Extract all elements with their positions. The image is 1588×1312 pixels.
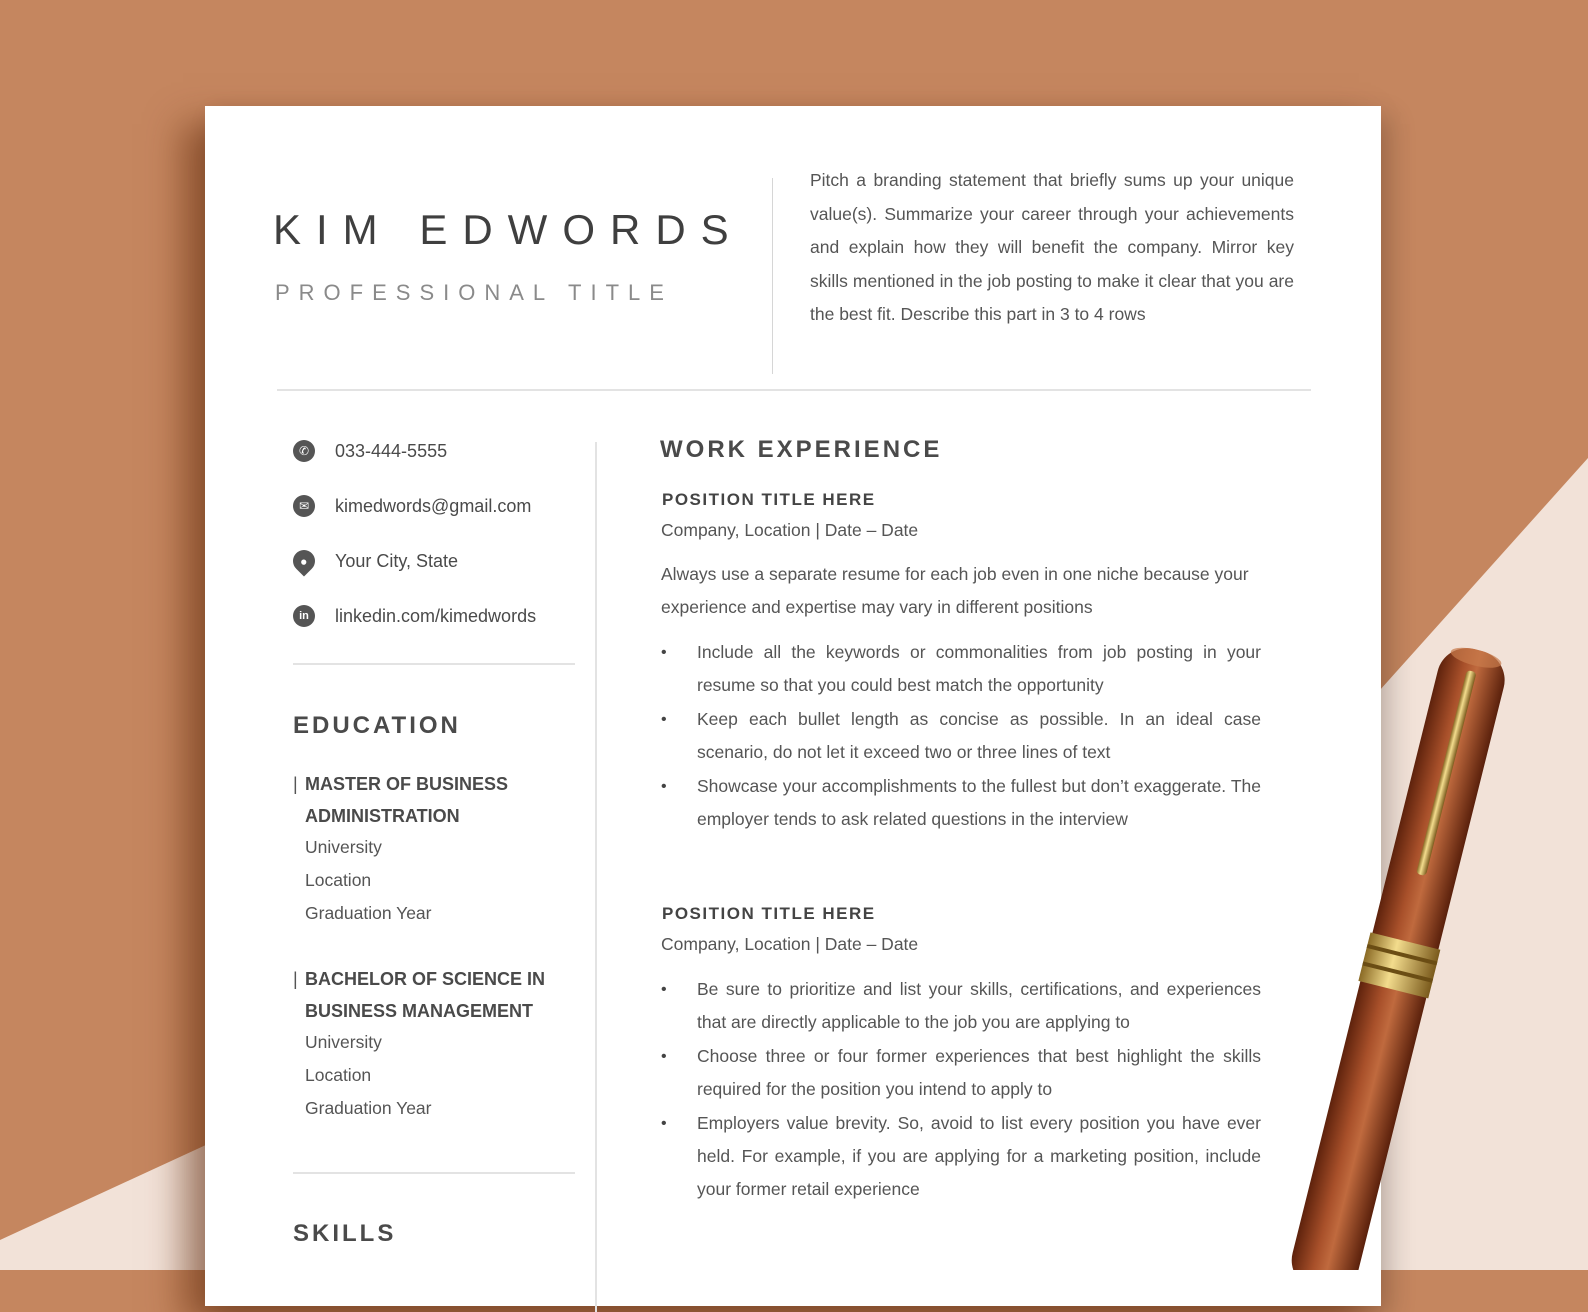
job-1-company: Company, Location | Date – Date — [661, 520, 919, 540]
email-text[interactable]: kimedwords@gmail.com — [335, 496, 532, 516]
degree-marker: | — [293, 774, 298, 794]
list-item: • Keep each bullet length as concise as possible. In an ideal case scenario, do not let it exceed two or three lines of text — [661, 703, 1261, 769]
education-year-2: Graduation Year — [305, 1098, 432, 1118]
degree-title-line1: MASTER OF BUSINESS — [305, 774, 509, 794]
branding-summary: Pitch a branding statement that briefly sums up your unique value(s). Summarize your career through your achievements and explain how they will benefit the company. Mirror key skills mentioned in the job posting to make it clear that you are the best fit. Describe this part in 3 to 4 rows — [810, 170, 1294, 324]
professional-title: PROFESSIONAL TITLE — [275, 280, 673, 305]
location-text: Your City, State — [335, 551, 459, 571]
phone-icon: ✆ — [293, 440, 315, 462]
job-1-position: POSITION TITLE HERE — [662, 490, 876, 509]
job-1-intro: Always use a separate resume for each job even in one niche because your experience and expertise may vary in different positions — [661, 564, 1249, 617]
header-separator — [277, 389, 1311, 391]
education-separator — [293, 1172, 575, 1174]
contact-email[interactable] — [293, 493, 593, 523]
skills-heading: SKILLS — [293, 1220, 397, 1247]
linkedin-icon: in — [293, 605, 315, 627]
bullet-dot: • — [661, 778, 667, 795]
bullet-dot: • — [661, 1048, 667, 1065]
contact-phone — [293, 438, 593, 468]
education-degree-1 — [293, 768, 593, 832]
job-2-position: POSITION TITLE HERE — [662, 904, 876, 923]
degree-title-line1: BACHELOR OF SCIENCE IN — [305, 969, 546, 989]
education-location-2: Location — [305, 1065, 372, 1085]
education-university-1: University — [305, 837, 382, 857]
header-divider — [772, 178, 773, 374]
job-2-bullets — [661, 973, 1261, 1207]
education-degree-2 — [293, 963, 593, 1027]
bullet-dot: • — [661, 644, 667, 661]
phone-text: 033-444-5555 — [335, 441, 448, 461]
linkedin-text[interactable]: linkedin.com/kimedwords — [335, 606, 537, 626]
work-experience-heading: WORK EXPERIENCE — [660, 436, 943, 463]
bullet-dot: • — [661, 981, 667, 998]
degree-marker: | — [293, 969, 298, 989]
column-divider — [595, 442, 597, 1312]
candidate-name: KIM EDWORDS — [273, 206, 744, 253]
job-1-bullets — [661, 636, 1261, 837]
list-item: • Be sure to prioritize and list your skills, certifications, and experiences that are directly applicable to the job you are applying to — [661, 973, 1261, 1039]
bullet-dot: • — [661, 711, 667, 728]
degree-title-line2: ADMINISTRATION — [305, 806, 460, 826]
mail-icon: ✉ — [293, 495, 315, 517]
job-2-company: Company, Location | Date – Date — [661, 934, 919, 954]
list-item: • Employers value brevity. So, avoid to list every position you have ever held. For example, if you are applying for a marketing position, include your former retail experience — [661, 1107, 1261, 1206]
education-heading: EDUCATION — [293, 712, 461, 739]
contact-location — [293, 548, 593, 578]
list-item: • Include all the keywords or commonalities from job posting in your resume so that you could best match the opportunity — [661, 636, 1261, 702]
contact-separator — [293, 663, 575, 665]
resume-page — [205, 106, 1381, 1306]
education-university-2: University — [305, 1032, 382, 1052]
contact-linkedin[interactable] — [293, 603, 593, 633]
list-item: • Choose three or four former experiences that best highlight the skills required for the position you intend to apply to — [661, 1040, 1261, 1106]
degree-title-line2: BUSINESS MANAGEMENT — [305, 1001, 534, 1021]
education-year-1: Graduation Year — [305, 903, 432, 923]
list-item: • Showcase your accomplishments to the fullest but don’t exaggerate. The employer tends to ask related questions in the interview — [661, 770, 1261, 836]
education-location-1: Location — [305, 870, 372, 890]
location-pin-icon: ● — [288, 545, 319, 576]
bullet-dot: • — [661, 1115, 667, 1132]
